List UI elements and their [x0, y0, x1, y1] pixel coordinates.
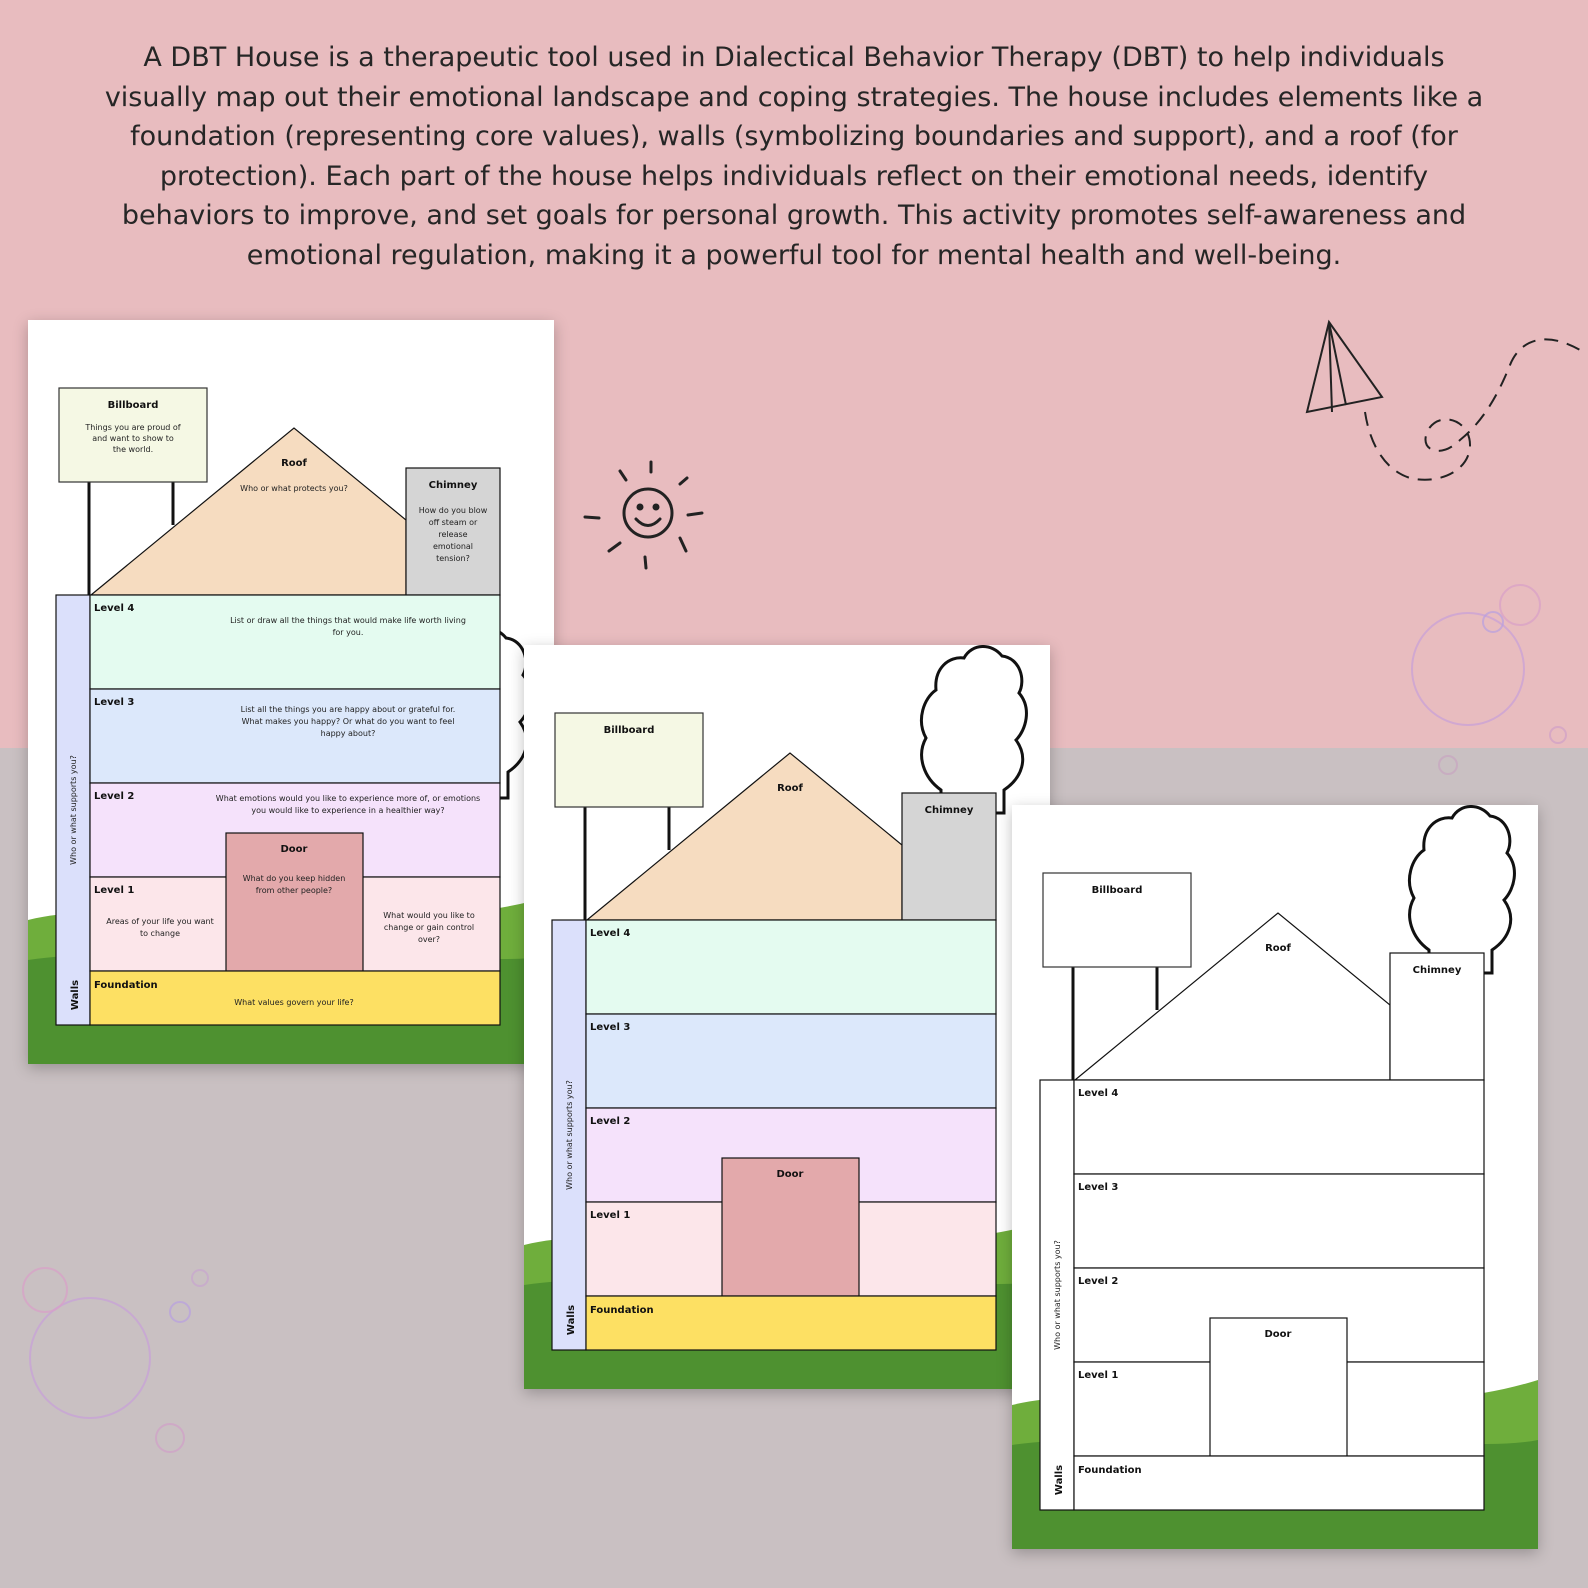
- level-2-title: Level 2: [590, 1116, 631, 1127]
- door-prompt-line2: from other people?: [255, 886, 333, 895]
- chimney-prompt-line4: emotional: [432, 542, 474, 551]
- walls-prompt: Who or what supports you?: [1053, 1240, 1062, 1350]
- chimney: [1390, 953, 1484, 1080]
- billboard-title: Billboard: [1091, 885, 1143, 896]
- billboard-title: Billboard: [107, 400, 159, 411]
- level-3-prompt-line1: List all the things you are happy about or grateful for.: [240, 705, 456, 714]
- foundation: [90, 971, 500, 1025]
- worksheet-page-3: [1012, 805, 1538, 1549]
- level-4-prompt-line2: for you.: [332, 628, 364, 637]
- chimney-title: Chimney: [1412, 965, 1462, 976]
- walls-column: [56, 595, 90, 1025]
- level-4-title: Level 4: [94, 603, 135, 614]
- level-1-right-prompt-line2: change or gain control: [383, 923, 475, 932]
- door: [226, 833, 363, 971]
- level-3: [586, 1014, 996, 1108]
- level-1-left-prompt-line1: Areas of your life you want: [106, 917, 214, 926]
- chimney-prompt-line1: How do you blow: [418, 506, 488, 515]
- chimney-prompt-line5: tension?: [436, 554, 470, 563]
- chimney: [902, 793, 996, 920]
- foundation-title: Foundation: [590, 1305, 654, 1316]
- intro-paragraph: A DBT House is a therapeutic tool used in Dialectical Behavior Therapy (DBT) to help individuals visually map out their emotional landscape and coping strategies. The house includes elements like a foundation (representing core values), walls (symbolizing boundaries and support), and a roof (for protection). Each part of the house helps individuals reflect on their emotional needs, identify behaviors to improve, and set goals for personal growth. This activity promotes self-awareness and emotional regulation, making it a powerful tool for mental health and well-being.: [104, 42, 1484, 271]
- level-3-prompt-line2: What makes you happy? Or what do you want to feel: [241, 717, 455, 726]
- door: [722, 1158, 859, 1296]
- foundation-title: Foundation: [94, 980, 158, 991]
- walls-prompt: Who or what supports you?: [565, 1080, 574, 1190]
- level-2-prompt-line2: you would like to experience in a healthier way?: [251, 806, 445, 815]
- level-1-title: Level 1: [590, 1210, 631, 1221]
- level-1-right-prompt-line1: What would you like to: [383, 911, 475, 920]
- level-3-title: Level 3: [590, 1022, 631, 1033]
- walls-title: Walls: [1054, 1464, 1065, 1496]
- roof-prompt: Who or what protects you?: [240, 484, 348, 493]
- level-3: [90, 689, 500, 783]
- chimney: [406, 468, 500, 595]
- walls-title: Walls: [70, 979, 81, 1011]
- level-2-title: Level 2: [94, 791, 135, 802]
- walls-column: [552, 920, 586, 1350]
- roof-title: Roof: [1265, 943, 1291, 954]
- tree-icon: [1409, 806, 1514, 973]
- billboard-prompt-line1: Things you are proud of: [85, 423, 181, 432]
- level-4-prompt-line1: List or draw all the things that would make life worth living: [230, 616, 466, 625]
- level-1-title: Level 1: [1078, 1370, 1119, 1381]
- chimney-title: Chimney: [924, 805, 974, 816]
- walls-title: Walls: [566, 1304, 577, 1336]
- level-4: [586, 920, 996, 1014]
- level-2-title: Level 2: [1078, 1276, 1119, 1287]
- roof-title: Roof: [281, 458, 307, 469]
- tree-icon: [921, 646, 1026, 813]
- walls-prompt: Who or what supports you?: [69, 755, 78, 865]
- foundation: [1074, 1456, 1484, 1510]
- level-4: [90, 595, 500, 689]
- level-1-right-prompt-line3: over?: [417, 935, 441, 944]
- level-1-title: Level 1: [94, 885, 135, 896]
- foundation-title: Foundation: [1078, 1465, 1142, 1476]
- door-title: Door: [776, 1169, 804, 1180]
- level-3-title: Level 3: [94, 697, 135, 708]
- chimney-title: Chimney: [428, 480, 478, 491]
- level-3-title: Level 3: [1078, 1182, 1119, 1193]
- level-4-title: Level 4: [590, 928, 631, 939]
- chimney-prompt-line2: off steam or: [428, 518, 478, 527]
- level-3: [1074, 1174, 1484, 1268]
- paper-plane-icon: [1307, 322, 1580, 480]
- door: [1210, 1318, 1347, 1456]
- level-4: [1074, 1080, 1484, 1174]
- worksheet-page-2: [524, 645, 1050, 1389]
- foundation-prompt: What values govern your life?: [234, 998, 354, 1007]
- level-1-left-prompt-line2: to change: [139, 929, 181, 938]
- sun-icon: [585, 462, 702, 568]
- billboard-prompt-line2: and want to show to: [92, 434, 174, 443]
- door-title: Door: [1264, 1329, 1292, 1340]
- worksheet-page-1: [28, 320, 554, 1064]
- roof-title: Roof: [777, 783, 803, 794]
- foundation: [586, 1296, 996, 1350]
- billboard-prompt-line3: the world.: [112, 445, 154, 454]
- walls-column: [1040, 1080, 1074, 1510]
- level-3-prompt-line3: happy about?: [320, 729, 376, 738]
- level-2-prompt-line1: What emotions would you like to experience more of, or emotions: [215, 794, 481, 803]
- level-4-title: Level 4: [1078, 1088, 1119, 1099]
- door-title: Door: [280, 844, 308, 855]
- chimney-prompt-line3: release: [438, 530, 468, 539]
- door-prompt-line1: What do you keep hidden: [242, 874, 346, 883]
- billboard-title: Billboard: [603, 725, 655, 736]
